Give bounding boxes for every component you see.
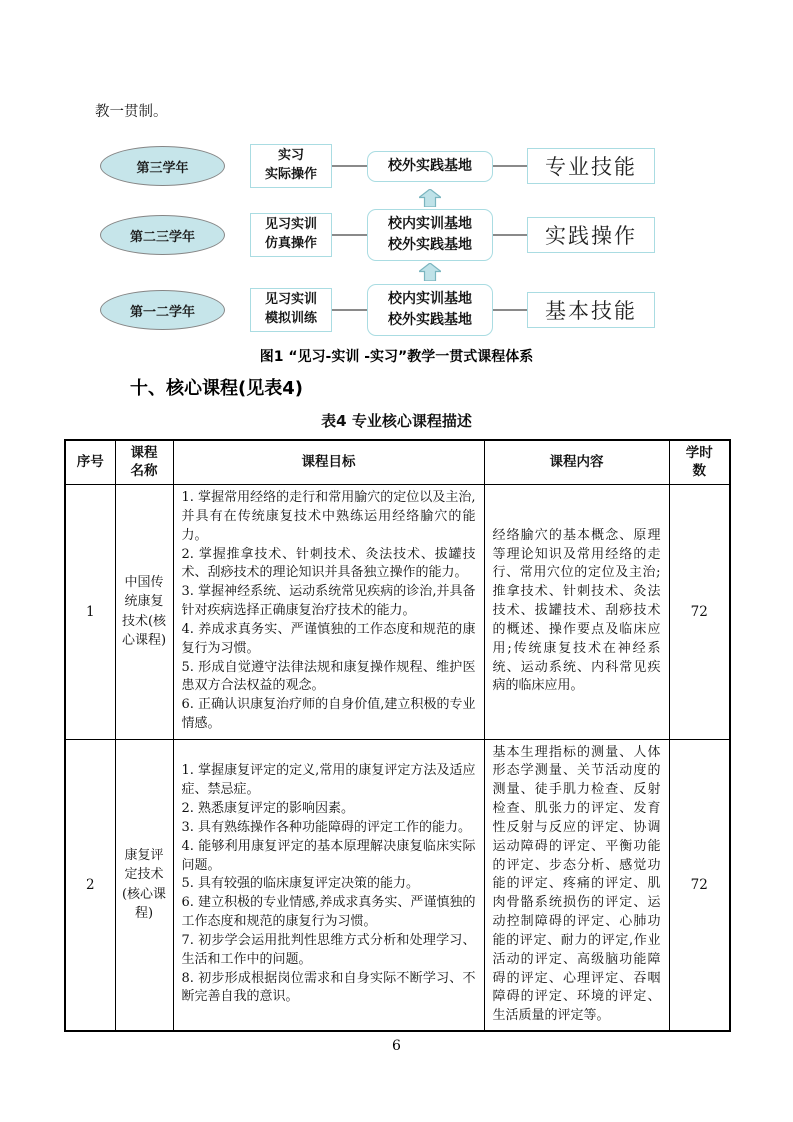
goal-item: 3. 掌握神经系统、运动系统常见疾病的诊治,并具备针对疾病选择正确康复治疗技术的能力。 bbox=[181, 584, 476, 619]
goal-item: 2. 掌握推拿技术、针刺技术、灸法技术、拔罐技术、刮痧技术的理论知识并具备独立操作的能力。 bbox=[181, 546, 476, 581]
intro-text: 教一贯制。 bbox=[95, 104, 168, 120]
activity-line: 模拟训练 bbox=[264, 311, 317, 326]
skill-box: 基本技能 bbox=[527, 292, 655, 328]
header-line: 学时 bbox=[685, 445, 713, 462]
goal-item: 2. 熟悉康复评定的影响因素。 bbox=[181, 801, 355, 817]
training-base-box bbox=[367, 284, 493, 336]
course-goals-cell bbox=[173, 739, 484, 1031]
goal-item: 1. 掌握常用经络的走行和常用腧穴的定位以及主治,并具有在传统康复技术中熟练运用经络腧穴的能力。 bbox=[181, 490, 476, 543]
table-row bbox=[65, 739, 730, 1031]
header-index: 序号 bbox=[65, 440, 115, 484]
diagram-row-year3 bbox=[100, 144, 655, 188]
header-hours bbox=[669, 440, 730, 484]
figure-caption: 图1 “见习-实训 -实习”教学一贯式课程体系 bbox=[259, 349, 534, 365]
activity-line: 实际操作 bbox=[264, 167, 317, 182]
activity-line: 实习 bbox=[277, 148, 304, 164]
goal-item: 4. 养成求真务实、严谨慎独的工作态度和规范的康复行为习惯。 bbox=[181, 621, 476, 656]
connector-line bbox=[493, 309, 527, 311]
course-name-cell: 中国传统康复技术(核心课程) bbox=[115, 484, 173, 739]
index-cell: 1 bbox=[65, 484, 115, 739]
base-line: 校内实训基地 bbox=[388, 216, 472, 232]
hours-cell: 72 bbox=[669, 739, 730, 1031]
base-line: 校外实践基地 bbox=[388, 157, 472, 174]
header-line: 名称 bbox=[130, 463, 158, 480]
table-title: 表4 专业核心课程描述 bbox=[321, 412, 472, 430]
activity-box bbox=[250, 288, 332, 332]
diagram-row-year23 bbox=[100, 208, 655, 262]
table-header-row bbox=[65, 440, 730, 484]
index-cell: 2 bbox=[65, 739, 115, 1031]
connector-line bbox=[332, 309, 367, 311]
goal-item: 7. 初步学会运用批判性思维方式分析和处理学习、生活和工作中的问题。 bbox=[181, 932, 476, 967]
goal-item: 8. 初步形成根据岗位需求和自身实际不断学习、不断完善自我的意识。 bbox=[181, 970, 476, 1005]
goal-item: 5. 形成自觉遵守法律法规和康复操作规程、维护医患双方合法权益的观念。 bbox=[181, 659, 476, 694]
hours-cell: 72 bbox=[669, 484, 730, 739]
connector-line bbox=[332, 165, 367, 167]
section-content bbox=[64, 374, 729, 1032]
core-course-table bbox=[64, 439, 731, 1032]
section-heading: 十、核心课程(见表4) bbox=[130, 378, 303, 399]
course-content-cell: 经络腧穴的基本概念、原理等理论知识及常用经络的走行、常用穴位的定位及主治;推拿技术、针刺技术、灸法技术、拔罐技术、刮痧技术的概述、操作要点及临床应用;传统康复技术在神经系统、运动系统、内科常见疾病的临床应用。 bbox=[484, 484, 669, 739]
activity-box bbox=[250, 213, 332, 257]
skill-box: 实践操作 bbox=[527, 217, 655, 253]
base-line: 校外实践基地 bbox=[388, 237, 472, 253]
header-line: 数 bbox=[692, 463, 706, 480]
stage-ellipse: 第二三学年 bbox=[100, 215, 225, 255]
header-course-content: 课程内容 bbox=[484, 440, 669, 484]
up-arrow-icon bbox=[419, 189, 441, 207]
stage-ellipse: 第三学年 bbox=[100, 146, 225, 186]
connector-line bbox=[493, 234, 527, 236]
up-arrow-icon bbox=[419, 263, 441, 281]
course-goals-cell bbox=[173, 484, 484, 739]
base-line: 校内实训基地 bbox=[388, 291, 472, 307]
connector-line bbox=[332, 234, 367, 236]
activity-line: 仿真操作 bbox=[264, 236, 317, 251]
goal-item: 6. 建立积极的专业情感,养成求真务实、严谨慎独的工作态度和规范的康复行为习惯。 bbox=[181, 895, 476, 930]
table-row bbox=[65, 484, 730, 739]
activity-box bbox=[250, 144, 332, 188]
activity-line: 见习实训 bbox=[264, 292, 317, 308]
header-course-name bbox=[115, 440, 173, 484]
page-number: 6 bbox=[392, 1038, 401, 1054]
curriculum-diagram bbox=[0, 138, 793, 338]
diagram-row-year12 bbox=[100, 283, 655, 337]
training-base-box bbox=[367, 209, 493, 261]
header-course-goals: 课程目标 bbox=[173, 440, 484, 484]
course-name-cell: 康复评定技术(核心课程) bbox=[115, 739, 173, 1031]
goal-item: 4. 能够利用康复评定的基本原理解决康复临床实际问题。 bbox=[181, 838, 476, 873]
goal-item: 1. 掌握康复评定的定义,常用的康复评定方法及适应症、禁忌症。 bbox=[181, 763, 476, 798]
base-line: 校外实践基地 bbox=[388, 312, 472, 328]
connector-line bbox=[493, 165, 527, 167]
course-content-cell: 基本生理指标的测量、人体形态学测量、关节活动度的测量、徒手肌力检查、反射检查、肌张力的评定、发育性反射与反应的评定、协调运动障碍的评定、平衡功能的评定、步态分析、感觉功能的评定、疼痛的评定、肌肉骨骼系统损伤的评定、运动控制障碍的评定、心肺功能的评定、耐力的评定,作业活动的评定、高级脑功能障碍的评定、心理评定、吞咽障碍的评定、环境的评定、生活质量的评定等。 bbox=[484, 739, 669, 1031]
training-base-box bbox=[367, 151, 493, 182]
goal-item: 5. 具有较强的临床康复评定决策的能力。 bbox=[181, 876, 420, 892]
stage-ellipse: 第一二学年 bbox=[100, 290, 225, 330]
goal-item: 3. 具有熟练操作各种功能障碍的评定工作的能力。 bbox=[181, 819, 472, 835]
goal-item: 6. 正确认识康复治疗师的自身价值,建立积极的专业情感。 bbox=[181, 697, 476, 732]
activity-line: 见习实训 bbox=[264, 217, 317, 233]
header-line: 课程 bbox=[130, 445, 158, 462]
skill-box: 专业技能 bbox=[527, 148, 655, 184]
